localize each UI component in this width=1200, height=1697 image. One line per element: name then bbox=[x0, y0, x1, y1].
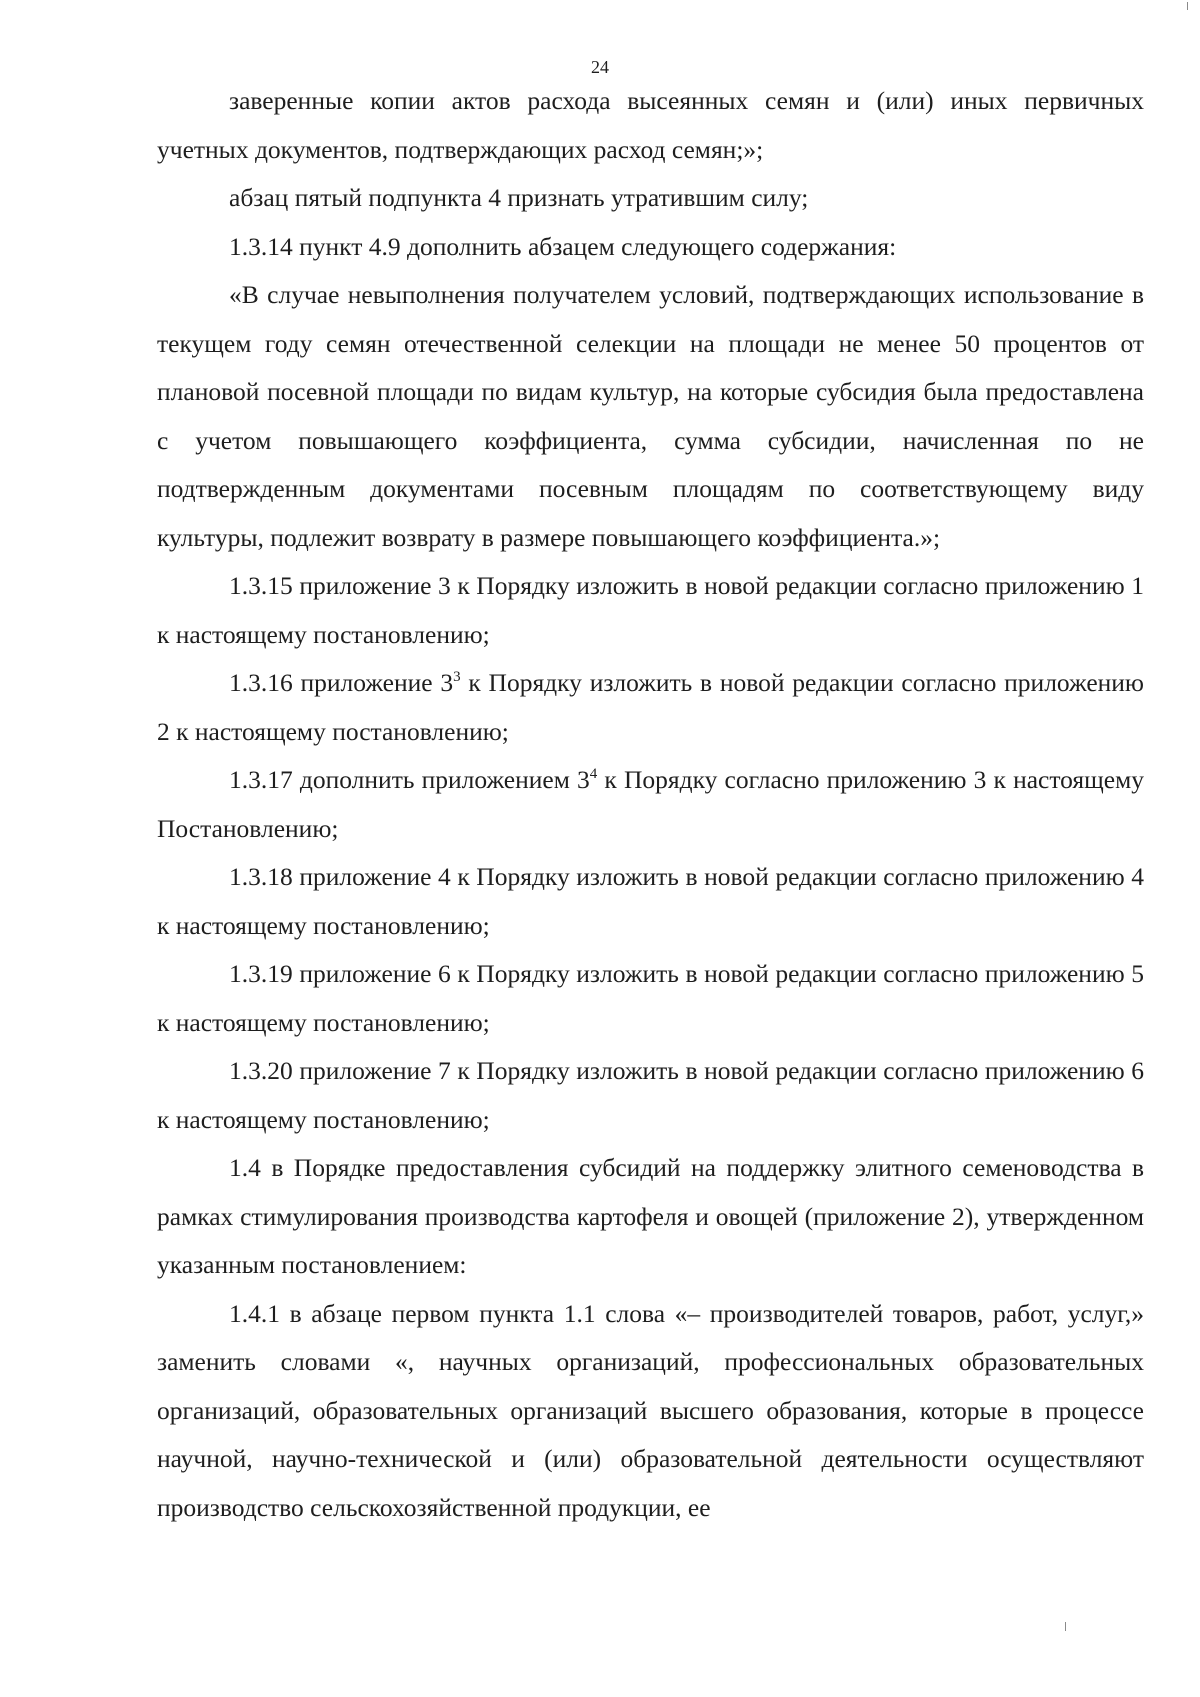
paragraph-quote-refund: «В случае невыполнения получателем условий, подтверждающих использование в текущем году семян отечественной селекции на площади не менее 50 процентов от плановой посевной площади по видам культур, на которые субсидия была предоставлена с учетом повышающего коэффициента, сумма субсидии, начисленная по не подтвержденным документами посевным площадям по соответствующему виду культуры, подлежит возврату в размере повышающего коэффициента.»; bbox=[157, 280, 1144, 552]
paragraph-1-3-14: 1.3.14 пункт 4.9 дополнить абзацем следующего содержания: bbox=[229, 231, 897, 261]
page-number: 24 bbox=[591, 57, 609, 77]
paragraph-1-3-18: 1.3.18 приложение 4 к Порядку изложить в новой редакции согласно приложению 4 к настоящему постановлению; bbox=[157, 862, 1144, 940]
paragraph-1-3-20: 1.3.20 приложение 7 к Порядку изложить в новой редакции согласно приложению 6 к настоящему постановлению; bbox=[157, 1056, 1144, 1134]
paragraph-1-4: 1.4 в Порядке предоставления субсидий на поддержку элитного семеноводства в рамках стимулирования производства картофеля и овощей (приложение 2), утвержденном указанным постановлением: bbox=[157, 1153, 1144, 1279]
paragraph-1-4-1: 1.4.1 в абзаце первом пункта 1.1 слова «– производителей товаров, работ, услуг,» заменить словами «, научных организаций, профессиональных образовательных организаций, образовательных организаций высшего образования, которые в процессе научной, научно-технической и (или) образовательной деятельности осуществляют производство сельскохозяйственной продукции, ее bbox=[157, 1298, 1144, 1522]
scan-mark-top-right bbox=[1187, 2, 1188, 10]
paragraph-seed-acts: заверенные копии актов расхода высеянных семян и (или) иных первичных учетных документов, подтверждающих расход семян;»; bbox=[157, 86, 1144, 164]
paragraph-1-3-16-post: к Порядку изложить в новой редакции согласно приложению 2 к настоящему постановлению; bbox=[157, 668, 1144, 746]
paragraph-1-3-17-post: к Порядку согласно приложению 3 к настоящему Постановлению; bbox=[157, 765, 1144, 843]
superscript-3: 3 bbox=[453, 669, 461, 685]
paragraph-1-3-17 bbox=[157, 756, 1144, 853]
document-body bbox=[157, 77, 1144, 1532]
paragraph-abzac-5: абзац пятый подпункта 4 признать утратившим силу; bbox=[229, 183, 809, 212]
paragraph-1-3-16-pre: 1.3.16 приложение 3 bbox=[229, 668, 454, 697]
paragraph-1-3-16 bbox=[157, 659, 1144, 756]
paragraph-1-3-17-pre: 1.3.17 дополнить приложением 3 bbox=[229, 765, 590, 794]
superscript-4: 4 bbox=[589, 766, 598, 782]
scan-mark-bottom-right bbox=[1065, 1622, 1066, 1631]
paragraph-1-3-19: 1.3.19 приложение 6 к Порядку изложить в новой редакции согласно приложению 5 к настоящему постановлению; bbox=[157, 959, 1144, 1037]
paragraph-1-3-15: 1.3.15 приложение 3 к Порядку изложить в новой редакции согласно приложению 1 к настоящему постановлению; bbox=[157, 571, 1144, 649]
